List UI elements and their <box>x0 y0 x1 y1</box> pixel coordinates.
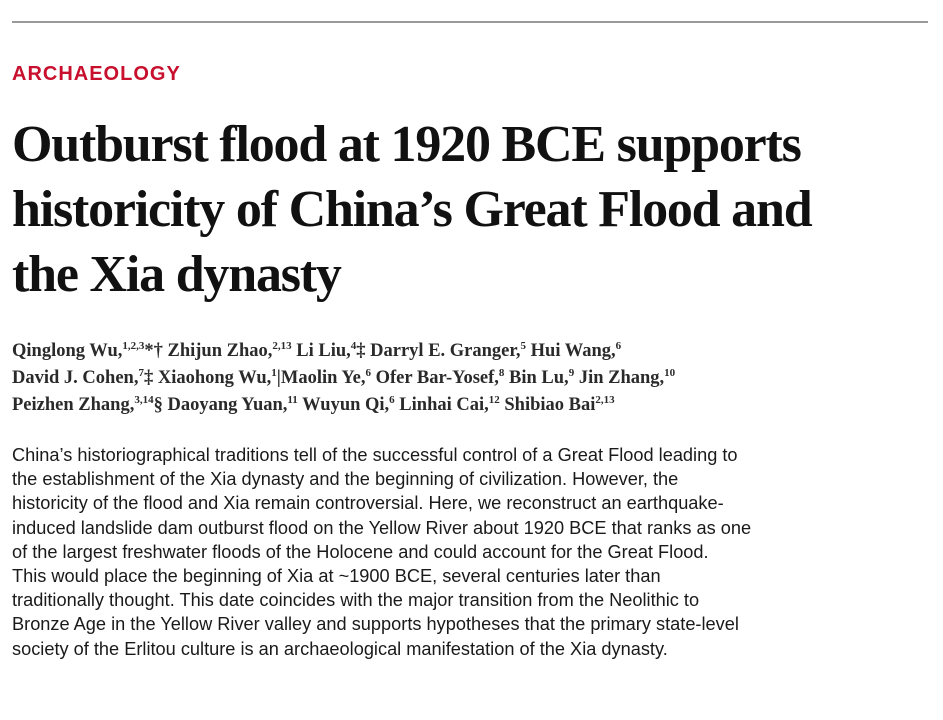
abstract-line: the establishment of the Xia dynasty and the beginning of civilization. However, the <box>12 469 679 490</box>
author-mark: ‡ <box>356 341 366 361</box>
abstract-line: society of the Erlitou culture is an archaeological manifestation of the Xia dynasty. <box>12 638 668 659</box>
author-name[interactable]: Jin Zhang, <box>578 368 665 388</box>
affiliation-sup: 6 <box>389 394 395 406</box>
abstract <box>12 443 932 661</box>
author-line <box>12 365 927 392</box>
affiliation-sup: 10 <box>664 367 676 379</box>
affiliation-sup: 1 <box>271 367 277 379</box>
affiliation-sup: 11 <box>287 394 298 406</box>
author-line <box>12 338 927 365</box>
affiliation-sup: 6 <box>615 340 622 352</box>
section-label: ARCHAEOLOGY <box>12 63 181 85</box>
abstract-line: historicity of the flood and Xia remain controversial. Here, we reconstruct an earthquake- <box>12 493 724 514</box>
abstract-line: induced landslide dam outburst flood on the Yellow River about 1920 BCE that ranks as one <box>12 517 752 538</box>
author-name[interactable]: Peizhen Zhang, <box>12 395 135 415</box>
author-name[interactable]: Xiaohong Wu, <box>157 368 272 388</box>
affiliation-sup: 2,13 <box>595 394 615 406</box>
author-name[interactable]: Li Liu, <box>296 341 351 361</box>
author-name[interactable]: Qinglong Wu, <box>12 341 123 361</box>
title-line: Outburst flood at 1920 BCE supports <box>12 116 801 173</box>
affiliation-sup: 8 <box>498 367 505 379</box>
author-name[interactable]: Bin Lu, <box>509 368 569 388</box>
author-mark: § <box>153 395 163 415</box>
affiliation-sup: 2,13 <box>272 340 292 352</box>
abstract-line: traditionally thought. This date coincides with the major transition from the Neolithic to <box>12 590 700 611</box>
affiliation-sup: 5 <box>520 340 527 352</box>
author-mark: *† <box>144 341 163 361</box>
author-name[interactable]: Maolin Ye, <box>280 368 366 388</box>
abstract-line: China’s historiographical traditions tell of the successful control of a Great Flood leading to <box>12 445 738 465</box>
top-divider-rule <box>12 21 928 23</box>
author-line <box>12 392 927 419</box>
affiliation-sup: 9 <box>568 367 575 379</box>
author-name[interactable]: Darryl E. Granger, <box>370 341 521 361</box>
affiliation-sup: 6 <box>365 367 371 379</box>
author-name[interactable]: Daoyang Yuan, <box>167 395 288 415</box>
author-name[interactable]: Wuyun Qi, <box>302 395 390 415</box>
affiliation-sup: 3,14 <box>134 394 154 406</box>
title-line: the Xia dynasty <box>12 246 341 303</box>
affiliation-sup: 7 <box>138 367 144 379</box>
author-name[interactable]: Zhijun Zhao, <box>167 341 273 361</box>
affiliation-sup: 4 <box>350 340 357 352</box>
author-name[interactable]: Linhai Cai, <box>399 395 489 415</box>
abstract-line: Bronze Age in the Yellow River valley and supports hypotheses that the primary state-level <box>12 614 739 635</box>
author-name[interactable]: Shibiao Bai <box>504 395 596 415</box>
author-list <box>12 338 927 419</box>
author-name[interactable]: Ofer Bar-Yosef, <box>375 368 499 388</box>
affiliation-sup: 12 <box>488 394 500 406</box>
author-name[interactable]: Hui Wang, <box>530 341 616 361</box>
title-line: historicity of China’s Great Flood and <box>12 181 812 238</box>
author-mark: ‡ <box>143 368 154 388</box>
abstract-line: This would place the beginning of Xia at ~1900 BCE, several centuries later than <box>12 566 661 587</box>
author-mark: | <box>276 368 281 388</box>
abstract-line: of the largest freshwater floods of the Holocene and could account for the Great Flood. <box>12 541 709 562</box>
affiliation-sup: 1,2,3 <box>122 340 145 352</box>
article-title <box>12 112 927 307</box>
author-name[interactable]: David J. Cohen, <box>12 368 139 388</box>
